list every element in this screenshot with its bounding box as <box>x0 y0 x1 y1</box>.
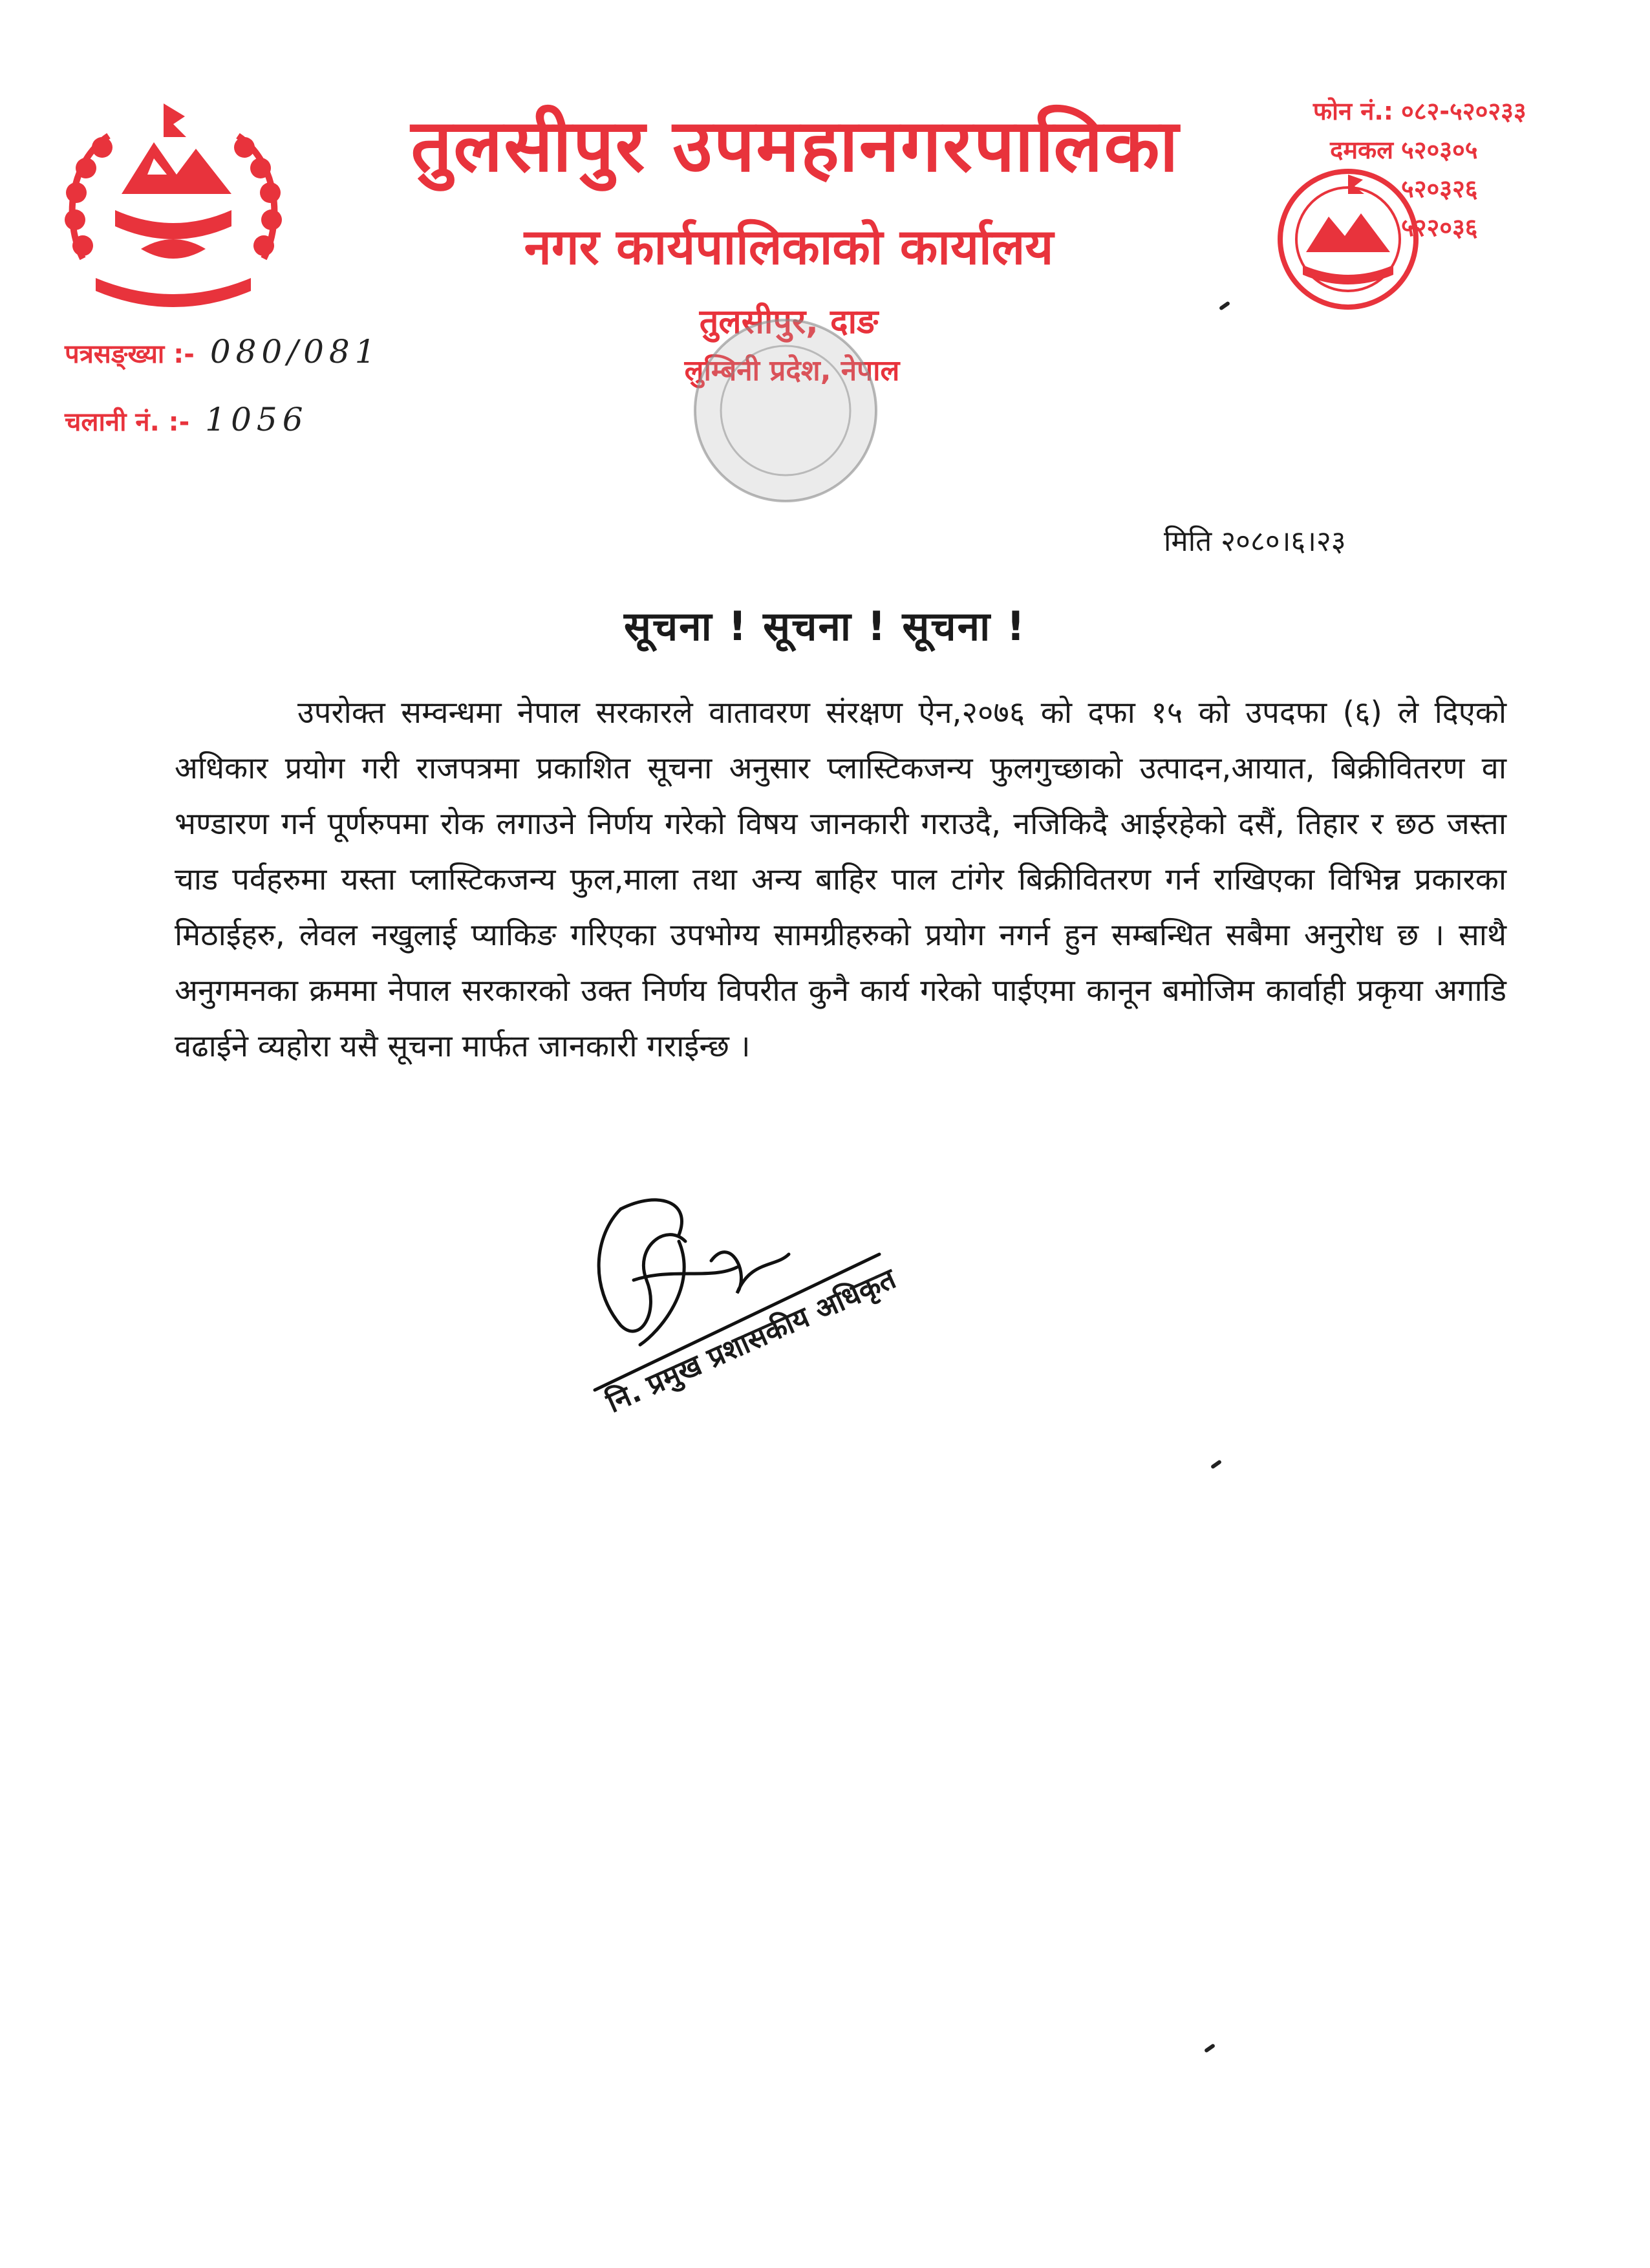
scan-speck <box>1204 2043 1216 2053</box>
dispatch-number <box>65 401 308 438</box>
signatory-title: नि. प्रमुख प्रशासकीय अधिकृत <box>601 1262 901 1420</box>
notice-heading: सूचना ! सूचना ! सूचना ! <box>623 603 1026 650</box>
contact-value: ५२०३०५ <box>1401 136 1478 164</box>
contact-value: ५२२०३६ <box>1401 213 1478 242</box>
contact-label: दमकल <box>1330 136 1393 164</box>
contact-label: फोन नं.: <box>1312 97 1393 125</box>
scan-speck <box>1219 301 1230 310</box>
nepal-emblem-icon <box>57 97 290 317</box>
dispatch-number-label: चलानी नं. :- <box>65 407 190 437</box>
notice-date: मिति २०८०।६।२३ <box>1164 525 1346 558</box>
contact-value: ०८२-५२०२३३ <box>1401 97 1527 125</box>
letter-number-label: पत्रसङ्ख्या :- <box>65 339 195 369</box>
office-location: तुलसीपुर, दाङ <box>699 303 879 341</box>
contact-row <box>1264 136 1542 166</box>
scan-speck <box>1210 1459 1222 1469</box>
office-name: नगर कार्यपालिकाको कार्यालय <box>524 218 1054 275</box>
notice-body: उपरोक्त सम्वन्धमा नेपाल सरकारले वातावरण संरक्षण ऐन,२०७६ को दफा १५ को उपदफा (६) ले दिएको अधिकार प्रयोग गरी राजपत्रमा प्रकाशित सूचना अनुसार प्लास्टिकजन्य फुलगुच्छाको उत्पादन,आयात, बिक्रीवितरण वा भण्डारण गर्न पूर्णरुपमा रोक लगाउने निर्णय गरेको विषय जानकारी गराउदै, नजिकिदै आईरहेको दसैं, तिहार र छठ जस्ता चाड पर्वहरुमा यस्ता प्लास्टिकजन्य फुल,माला तथा अन्य बाहिर पाल टांगेर बिक्रीवितरण गर्न राखिएका विभिन्न प्रकारका मिठाईहरु, लेवल नखुलाई प्याकिङ गरिएका उपभोग्य सामग्रीहरुको प्रयोग नगर्न हुन सम्बन्धित सबैमा अनुरोध छ । साथै अनुगमनका क्रममा नेपाल सरकारको उक्त निर्णय विपरीत कुनै कार्य गरेको पाईएमा कानून बमोजिम कार्वाही प्रकृया अगाडि वढाईने व्यहोरा यसै सूचना मार्फत जानकारी गराईन्छ । <box>175 695 1506 1064</box>
office-stamp-icon <box>659 297 905 504</box>
letter-number-value: 080/081 <box>209 333 381 370</box>
dispatch-number-value: 1056 <box>205 401 308 438</box>
letter-number <box>65 333 381 370</box>
office-province: लुम्बिनी प्रदेश, नेपाल <box>684 354 900 387</box>
contact-row <box>1264 97 1542 127</box>
contact-value: ५२०३२६ <box>1401 175 1478 203</box>
organization-name: तुलसीपुर उपमहानगरपालिका <box>411 104 1180 188</box>
municipality-seal-icon <box>1267 162 1429 317</box>
